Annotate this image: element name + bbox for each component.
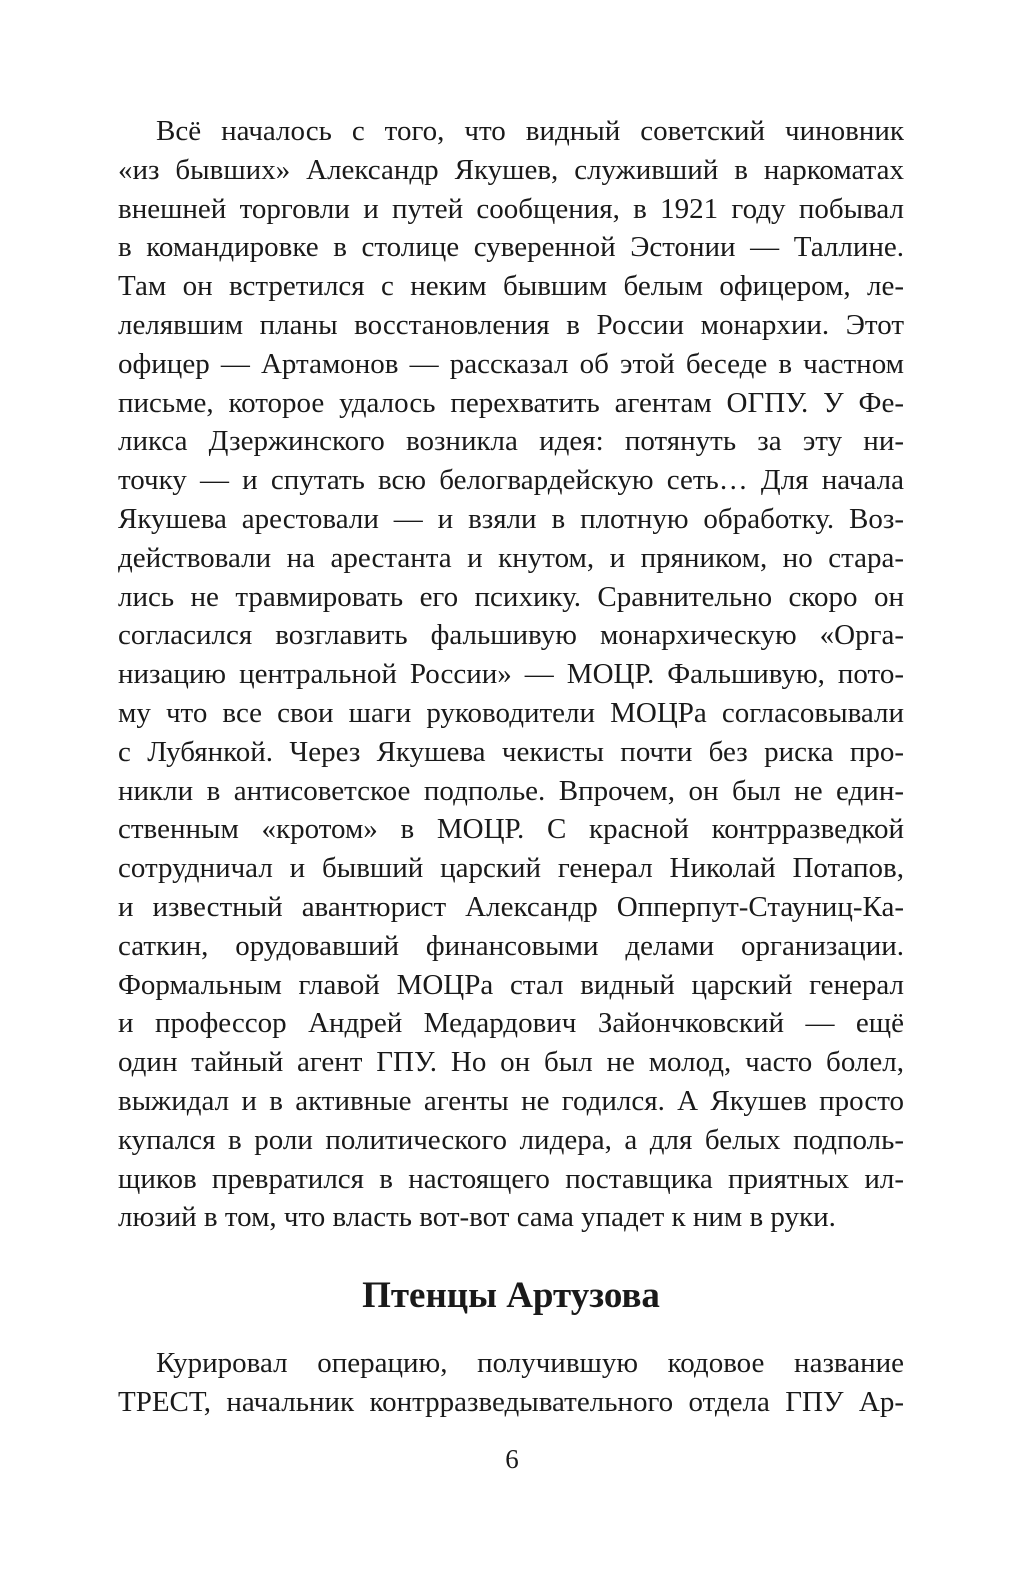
text-line: Курировал операцию, получившую кодовое название <box>156 1347 904 1379</box>
text-line: Всё началось с того, что видный советский чиновник <box>156 115 904 147</box>
text-line: Формальным главой МОЦРа стал видный царский генерал <box>118 968 904 1001</box>
page-number: 6 <box>505 1444 519 1474</box>
text-line: саткин, орудовавший финансовыми делами организации. <box>118 929 904 962</box>
text-line: внешней торговли и путей сообщения, в 1921 году побывал <box>118 192 904 225</box>
text-line: письме, которое удалось перехватить агентам ОГПУ. У Фе- <box>118 386 904 419</box>
text-line: ственным «кротом» в МОЦР. С красной контрразведкой <box>118 813 904 846</box>
text-line: лись не травмировать его психику. Сравнительно скоро он <box>118 580 904 613</box>
text-line: Якушева арестовали — и взяли в плотную обработку. Воз- <box>118 502 904 535</box>
text-line: согласился возглавить фальшивую монархическую «Орга- <box>118 619 904 652</box>
text-line: купался в роли политического лидера, а для белых подполь- <box>118 1123 904 1156</box>
text-line: Там он встретился с неким бывшим белым офицером, ле- <box>118 270 904 303</box>
text-line: и известный авантюрист Александр Опперпут-Стауниц-Ка- <box>118 890 904 923</box>
text-line: ликса Дзержинского возникла идея: потянуть за эту ни- <box>118 425 904 458</box>
text-line: ТРЕСТ, начальник контрразведывательного отдела ГПУ Ар- <box>118 1385 904 1418</box>
text-line: в командировке в столице суверенной Эстонии — Таллине. <box>118 231 904 264</box>
text-line: низацию центральной России» — МОЦР. Фальшивую, пото- <box>118 658 904 691</box>
paragraph-1 <box>118 112 904 1237</box>
text-line: сотрудничал и бывший царский генерал Николай Потапов, <box>118 852 904 885</box>
text-line: и профессор Андрей Медардович Зайончковский — ещё <box>118 1007 904 1040</box>
text-line: с Лубянкой. Через Якушева чекисты почти без риска про- <box>118 735 904 768</box>
paragraph-2 <box>118 1344 904 1422</box>
section-heading: Птенцы Артузова <box>362 1275 660 1316</box>
text-line: точку — и спутать всю белогвардейскую сеть… Для начала <box>118 464 904 497</box>
text-line: один тайный агент ГПУ. Но он был не молод, часто болел, <box>118 1046 904 1079</box>
text-line: щиков превратился в настоящего поставщика приятных ил- <box>118 1162 904 1195</box>
text-line: люзий в том, что власть вот-вот сама упадет к ним в руки. <box>118 1201 836 1234</box>
text-line: «из бывших» Александр Якушев, служивший в наркоматах <box>118 153 904 186</box>
text-line: офицер — Артамонов — рассказал об этой беседе в частном <box>118 347 904 380</box>
text-line: никли в антисоветское подполье. Впрочем, он был не един- <box>118 774 904 807</box>
text-line: лелявшим планы восстановления в России монархии. Этот <box>118 308 904 341</box>
text-line: действовали на арестанта и кнутом, и пряником, но стара- <box>118 541 904 574</box>
text-line: выжидал и в активные агенты не годился. А Якушев просто <box>118 1084 904 1117</box>
text-line: му что все свои шаги руководители МОЦРа согласовывали <box>118 696 904 729</box>
